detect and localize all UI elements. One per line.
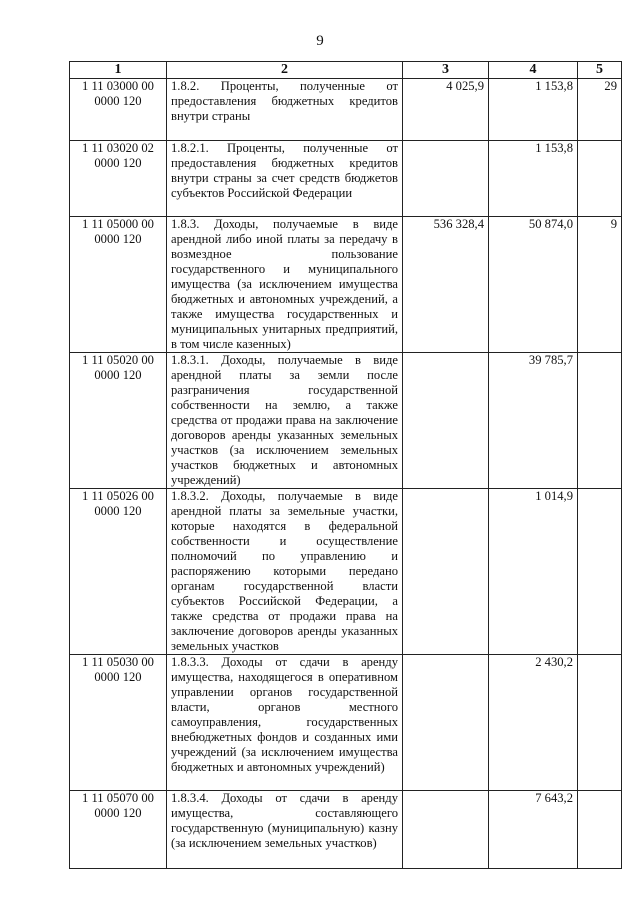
budget-code-cell: 1 11 03020 02 0000 120 [70,141,167,217]
table-row [70,141,622,217]
budget-code-cell: 1 11 05030 00 0000 120 [70,655,167,791]
column-header: 3 [403,62,489,79]
table-row [70,489,622,655]
description-cell: 1.8.3.3. Доходы от сдачи в аренду имущества, находящегося в оперативном управлении органов государственной власти, органов местного самоуправления, государственных внебюджетных фондов и созданных ими учреждений (за исключением имущества бюджетных и автономных учреждений) [167,655,403,791]
column-3-value [403,791,489,869]
column-4-value: 1 153,8 [489,141,578,217]
column-5-value [578,141,622,217]
column-5-value [578,655,622,791]
table-row [70,655,622,791]
column-4-value: 50 874,0 [489,217,578,353]
column-4-value: 2 430,2 [489,655,578,791]
column-3-value [403,655,489,791]
column-header: 1 [70,62,167,79]
column-5-value: 9 [578,217,622,353]
budget-code-cell: 1 11 05026 00 0000 120 [70,489,167,655]
column-4-value: 39 785,7 [489,353,578,489]
budget-code-cell: 1 11 05020 00 0000 120 [70,353,167,489]
budget-code-cell: 1 11 05070 00 0000 120 [70,791,167,869]
column-5-value [578,353,622,489]
column-4-value: 1 153,8 [489,79,578,141]
table-row [70,217,622,353]
column-4-value: 7 643,2 [489,791,578,869]
column-header: 4 [489,62,578,79]
table-row [70,791,622,869]
column-5-value: 29 [578,79,622,141]
column-header: 2 [167,62,403,79]
column-4-value: 1 014,9 [489,489,578,655]
header-row [70,62,622,79]
column-5-value [578,791,622,869]
column-3-value: 536 328,4 [403,217,489,353]
description-cell: 1.8.3.1. Доходы, получаемые в виде арендной платы за земли после разграничения государственной собственности на землю, а также средства от продажи права на заключение договоров аренды указанных земельных участков (за исключением земельных участков бюджетных и автономных учреждений) [167,353,403,489]
description-cell: 1.8.2.1. Проценты, полученные от предоставления бюджетных кредитов внутри страны за счет средств бюджетов субъектов Российской Федерации [167,141,403,217]
description-cell: 1.8.3.2. Доходы, получаемые в виде арендной платы за земельные участки, которые находятся в федеральной собственности и осуществление полномочий по управлению и распоряжению которыми передано органам государственной власти субъектов Российской Федерации, а также средства от продажи права на заключение договоров аренды указанных земельных участков [167,489,403,655]
table-row [70,353,622,489]
budget-table [69,61,622,869]
column-header: 5 [578,62,622,79]
description-cell: 1.8.3. Доходы, получаемые в виде арендной либо иной платы за передачу в возмездное пользование государственного и муниципального имущества (за исключением имущества бюджетных и автономных учреждений, а также имущества государственных и муниципальных унитарных предприятий, в том числе казенных) [167,217,403,353]
budget-code-cell: 1 11 03000 00 0000 120 [70,79,167,141]
column-3-value [403,353,489,489]
table-row [70,79,622,141]
description-cell: 1.8.2. Проценты, полученные от предоставления бюджетных кредитов внутри страны [167,79,403,141]
column-3-value: 4 025,9 [403,79,489,141]
description-cell: 1.8.3.4. Доходы от сдачи в аренду имущества, составляющего государственную (муниципальную) казну (за исключением земельных участков) [167,791,403,869]
column-5-value [578,489,622,655]
page-number: 9 [316,33,324,49]
budget-code-cell: 1 11 05000 00 0000 120 [70,217,167,353]
column-3-value [403,489,489,655]
column-3-value [403,141,489,217]
